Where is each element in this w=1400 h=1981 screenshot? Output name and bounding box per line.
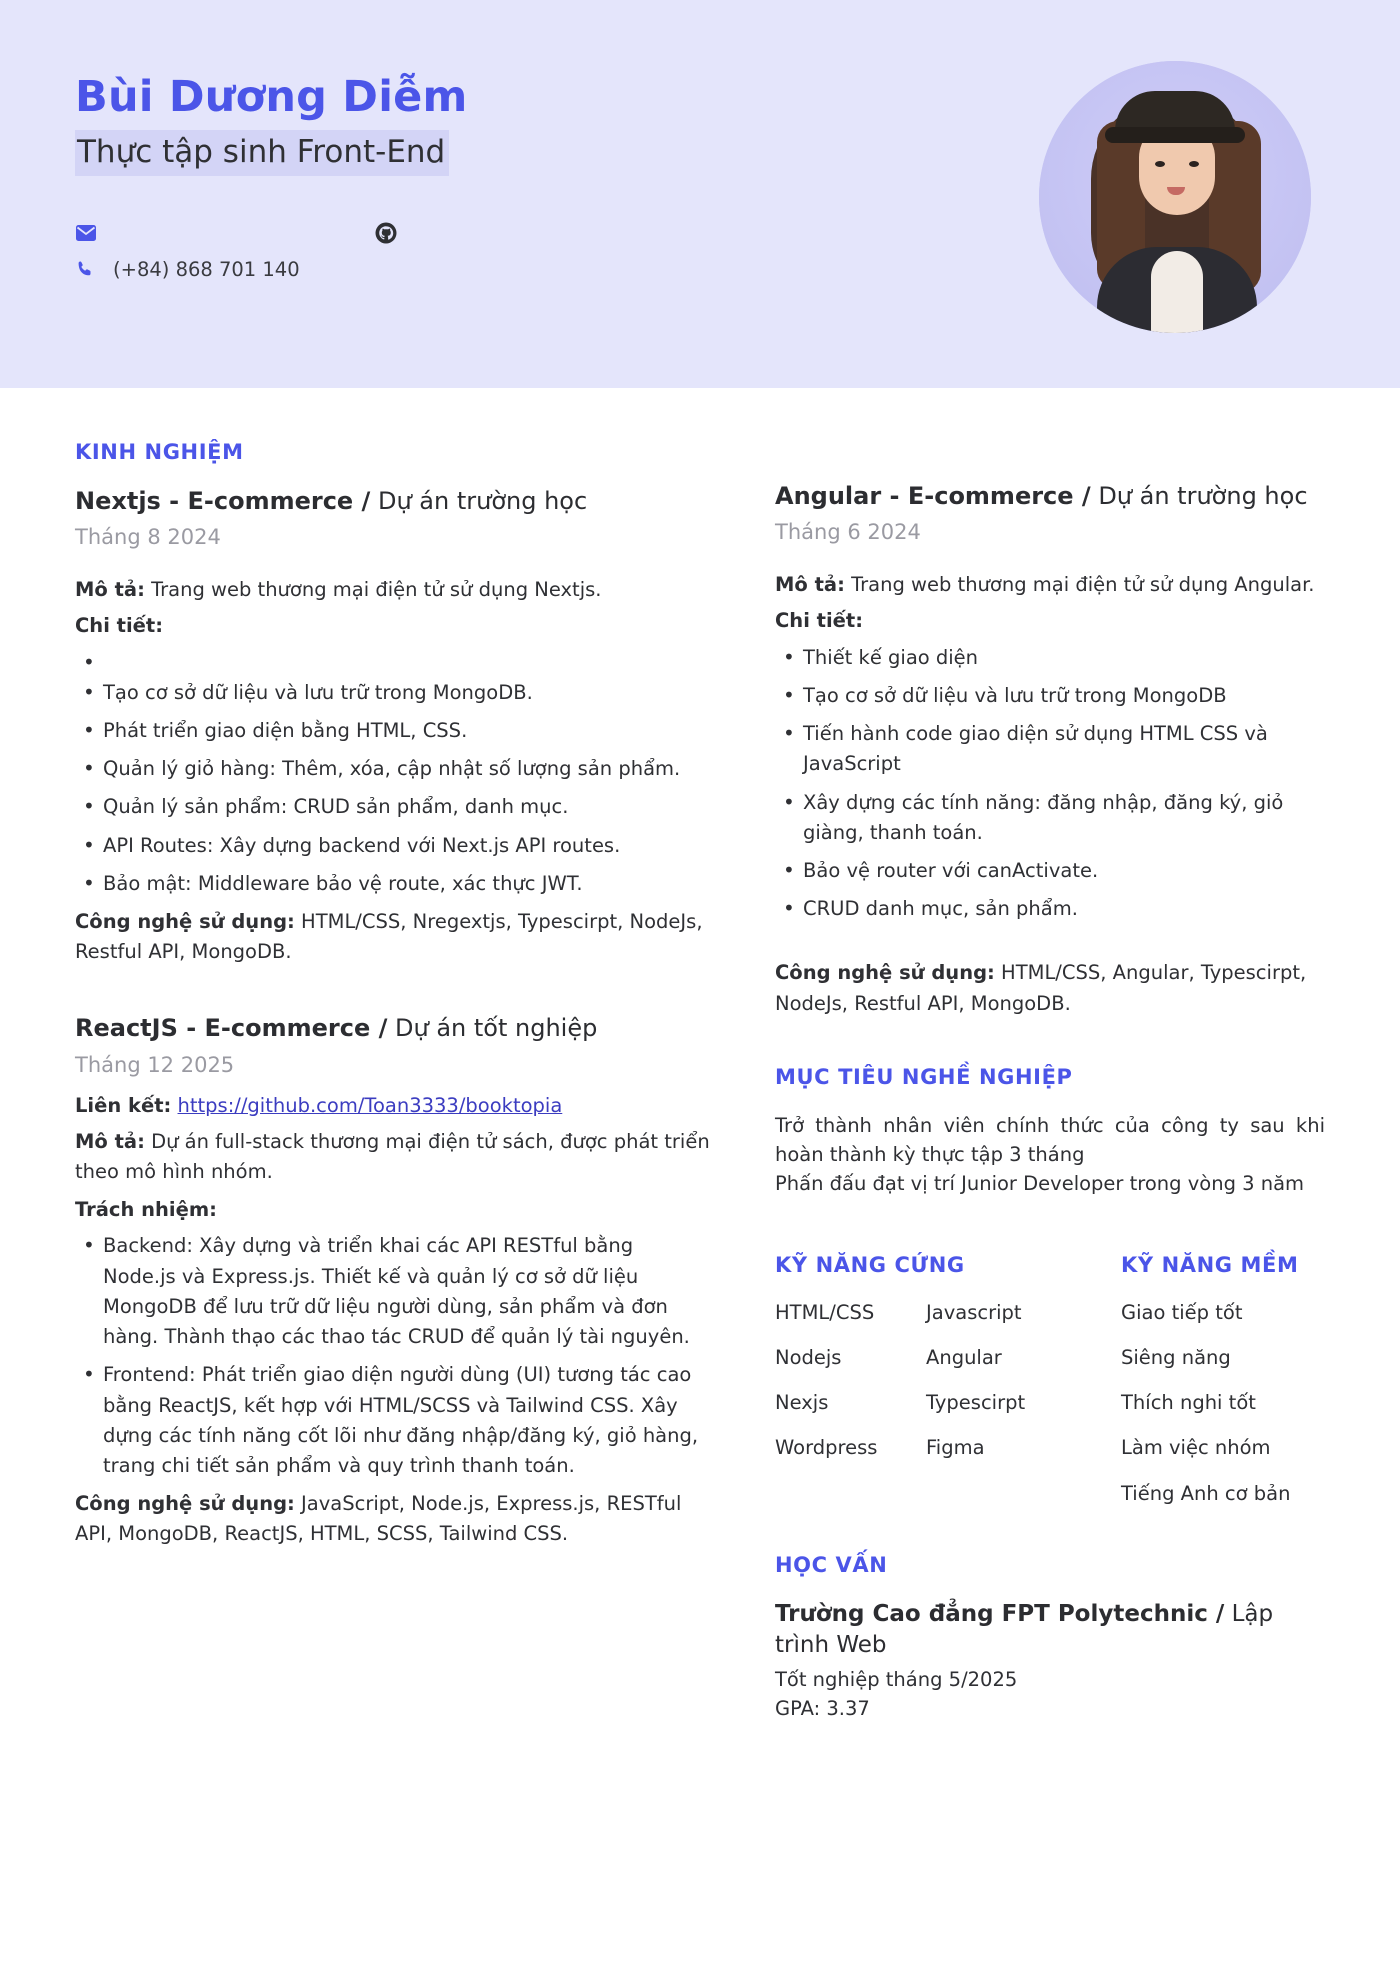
skill-item: Wordpress	[775, 1436, 878, 1460]
section-title-soft-skills: KỸ NĂNG MỀM	[1121, 1252, 1299, 1277]
envelope-icon	[75, 224, 101, 242]
github-icon	[375, 222, 401, 244]
avatar	[1039, 61, 1311, 333]
soft-skill-item: Làm việc nhóm	[1121, 1436, 1271, 1460]
page-title: Bùi Dương Diễm	[75, 72, 468, 122]
tech-text: HTML/CSS, Angular, Typescirpt, NodeJs, Restful API, MongoDB.	[775, 961, 1307, 1015]
job-tech	[75, 1489, 711, 1549]
job-title-bold: ReactJS - E-commerce /	[75, 1014, 388, 1043]
contact-row-top	[75, 222, 468, 244]
job-title-bold: Angular - E-commerce /	[775, 482, 1091, 510]
education-section	[775, 1553, 1325, 1724]
phone-number: (+84) 868 701 140	[113, 257, 300, 281]
job-role: Thực tập sinh Front-End	[75, 130, 449, 175]
role-highlight	[75, 130, 449, 175]
desc-text: Dự án full-stack thương mại điện tử sách, được phát triển theo mô hình nhóm.	[75, 1129, 710, 1183]
job-bullet-list	[75, 1231, 711, 1481]
list-item: • Thiết kế giao diện	[775, 643, 1325, 673]
list-item: • Quản lý giỏ hàng: Thêm, xóa, cập nhật số lượng sản phẩm.	[75, 754, 711, 784]
career-goal-section	[775, 1065, 1325, 1199]
list-item: • Phát triển giao diện bằng HTML, CSS.	[75, 716, 711, 746]
section-title-career-goal: MỤC TIÊU NGHỀ NGHIỆP	[775, 1064, 1073, 1089]
detail-label-text: Trách nhiệm:	[75, 1198, 217, 1222]
resume-header	[0, 0, 1400, 388]
education-major: Lập trình Web	[775, 1601, 1274, 1659]
desc-label: Mô tả:	[75, 578, 145, 602]
education-school-bold: Trường Cao đẳng FPT Polytechnic /	[775, 1601, 1225, 1628]
soft-skill-item: Thích nghi tốt	[1121, 1391, 1256, 1415]
skill-item: Nodejs	[775, 1345, 842, 1369]
job-title	[75, 1013, 711, 1044]
list-item: • API Routes: Xây dựng backend với Next.js API routes.	[75, 831, 711, 861]
job-title	[75, 486, 711, 517]
list-item	[75, 648, 711, 670]
job-bullet-list	[75, 648, 711, 899]
phone-icon	[75, 259, 101, 279]
list-item: • Xây dựng các tính năng: đăng nhập, đăng ký, giỏ giàng, thanh toán.	[775, 788, 1325, 848]
list-item: • Tiến hành code giao diện sử dụng HTML CSS và JavaScript	[775, 719, 1325, 779]
soft-skill-item: Giao tiếp tốt	[1121, 1300, 1243, 1324]
skill-item: HTML/CSS	[775, 1300, 875, 1324]
hard-skills-grid	[775, 1299, 1065, 1462]
soft-skill-item: Tiếng Anh cơ bản	[1121, 1481, 1291, 1505]
job-date: Tháng 6 2024	[775, 520, 921, 545]
skill-item: Javascript	[926, 1300, 1022, 1324]
section-title-experience: KINH NGHIỆM	[75, 440, 244, 464]
detail-label-text: Chi tiết:	[75, 614, 164, 638]
experience-item-reactjs	[75, 1013, 711, 1549]
education-graduation: Tốt nghiệp tháng 5/2025	[775, 1668, 1018, 1692]
job-tech	[75, 907, 711, 967]
career-goal-line-1: Trở thành nhân viên chính thức của công ty sau khi hoàn thành kỳ thực tập 3 tháng	[775, 1113, 1325, 1167]
job-date: Tháng 12 2025	[75, 1052, 235, 1077]
detail-label	[75, 1195, 711, 1225]
job-link	[75, 1091, 711, 1121]
experience-item-nextjs	[75, 486, 711, 967]
tech-text: JavaScript, Node.js, Express.js, RESTful API, MongoDB, ReactJS, HTML, SCSS, Tailwind CSS.	[75, 1492, 682, 1546]
desc-label: Mô tả:	[75, 1129, 145, 1153]
job-title-light: Dự án tốt nghiệp	[387, 1014, 598, 1043]
list-item: • Tạo cơ sở dữ liệu và lưu trữ trong MongoDB.	[75, 678, 711, 708]
education-gpa: GPA: 3.37	[775, 1697, 870, 1721]
email-contact[interactable]	[75, 224, 375, 242]
phone-contact[interactable]	[75, 258, 300, 281]
detail-label-text: Chi tiết:	[775, 609, 864, 633]
tech-label: Công nghệ sử dụng:	[75, 1492, 295, 1516]
job-title-light: Dự án trường học	[1090, 482, 1308, 510]
list-item: • CRUD danh mục, sản phẩm.	[775, 894, 1325, 924]
github-project-link[interactable]: https://github.com/Toan3333/booktopia	[177, 1093, 563, 1117]
list-item: • Bảo mật: Middleware bảo vệ route, xác thực JWT.	[75, 869, 711, 899]
experience-item-angular	[775, 481, 1325, 1019]
skill-item: Angular	[926, 1345, 1002, 1369]
tech-label: Công nghệ sử dụng:	[775, 961, 995, 985]
skill-item: Figma	[926, 1436, 985, 1460]
header-identity	[75, 55, 468, 295]
resume-body	[0, 388, 1400, 1764]
job-description	[75, 575, 711, 605]
soft-skill-item: Siêng năng	[1121, 1345, 1231, 1369]
tech-text: HTML/CSS, Nregextjs, Typescirpt, NodeJs, Restful API, MongoDB.	[75, 909, 703, 964]
list-item: • Backend: Xây dựng và triển khai các API RESTful bằng Node.js và Express.js. Thiết kế và quản lý cơ sở dữ liệu MongoDB để lưu trữ dữ liệu người dùng, sản phẩm và đơn hàng. Thành thạo các thao tác CRUD để quản lý tài nguyên.	[75, 1231, 711, 1352]
job-title	[775, 481, 1325, 512]
desc-text: Trang web thương mại điện tử sử dụng Angular.	[844, 573, 1315, 597]
hard-skills-block	[775, 1253, 1065, 1507]
right-column	[775, 440, 1325, 1724]
job-description	[775, 570, 1325, 600]
list-item: • Frontend: Phát triển giao diện người dùng (UI) tương tác cao bằng ReactJS, kết hợp với HTML/SCSS và Tailwind CSS. Xây dựng các tính năng cốt lõi như đăng nhập/đăng ký, giỏ hàng, trang chi tiết sản phẩm và quy trình thanh toán.	[75, 1360, 711, 1481]
job-tech	[775, 958, 1325, 1018]
career-goal-line-2: Phấn đấu đạt vị trí Junior Developer trong vòng 3 năm	[775, 1172, 1305, 1196]
tech-label: Công nghệ sử dụng:	[75, 909, 295, 933]
job-title-bold: Nextjs - E-commerce /	[75, 487, 371, 515]
github-contact[interactable]	[375, 222, 413, 244]
job-title-light: Dự án trường học	[370, 487, 588, 515]
desc-text: Trang web thương mại điện tử sử dụng Nextjs.	[144, 578, 602, 602]
soft-skills-block	[1121, 1253, 1298, 1507]
list-item: • Tạo cơ sở dữ liệu và lưu trữ trong MongoDB	[775, 681, 1325, 711]
contact-block	[75, 222, 468, 281]
list-item: • Bảo vệ router với canActivate.	[775, 856, 1325, 886]
section-title-hard-skills: KỸ NĂNG CỨNG	[775, 1252, 965, 1277]
detail-label	[75, 611, 711, 641]
link-label: Liên kết:	[75, 1093, 172, 1117]
skills-section	[775, 1253, 1325, 1507]
contact-row-phone	[75, 258, 468, 281]
job-bullet-list	[775, 643, 1325, 925]
skill-item: Typescirpt	[926, 1391, 1026, 1415]
detail-label	[775, 606, 1325, 636]
desc-label: Mô tả:	[775, 573, 845, 597]
soft-skills-list	[1121, 1299, 1298, 1507]
education-school	[775, 1599, 1325, 1661]
job-description	[75, 1127, 711, 1187]
left-column	[75, 440, 711, 1724]
skill-item: Nexjs	[775, 1391, 829, 1415]
section-title-education: HỌC VẤN	[775, 1553, 888, 1578]
job-date: Tháng 8 2024	[75, 525, 221, 550]
list-item: • Quản lý sản phẩm: CRUD sản phẩm, danh mục.	[75, 792, 711, 822]
